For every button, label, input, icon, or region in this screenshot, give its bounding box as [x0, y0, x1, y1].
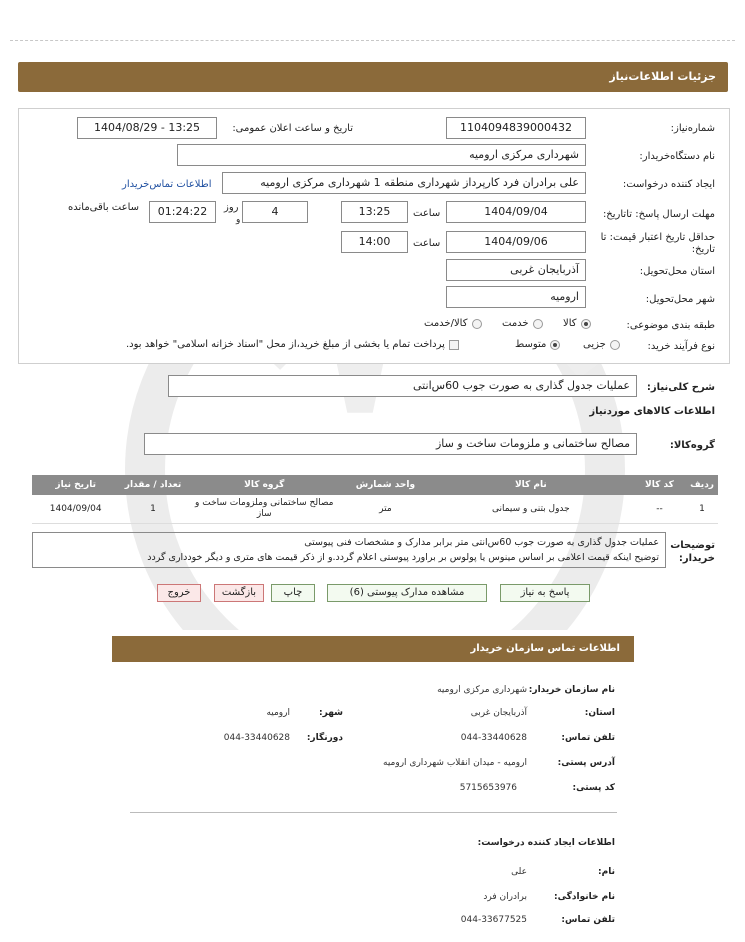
goods-group-field: مصالح ساختمانی و ملزومات ساخت و ساز [144, 433, 637, 455]
announce-label: تاریخ و ساعت اعلان عمومی: [232, 123, 353, 134]
notes-label-1: توضیحات [670, 540, 715, 551]
category-option-service[interactable]: خدمت [502, 318, 543, 329]
col-unit: واحد شمارش [342, 475, 429, 495]
contact-org-value: شهرداری مرکزی ارومیه [437, 685, 527, 695]
remaining-time-field: 01:24:22 [149, 201, 216, 223]
deadline-time-label: ساعت [413, 208, 441, 219]
attachments-button[interactable]: مشاهده مدارک پیوستی (6) [327, 584, 487, 602]
contact-phone-label: تلفن تماس: [561, 733, 615, 743]
col-qty: تعداد / مقدار [119, 475, 186, 495]
city-field: ارومیه [446, 286, 586, 308]
col-code: کد کالا [633, 475, 686, 495]
top-divider [10, 40, 735, 41]
creator-label: ایجاد کننده درخواست: [622, 179, 715, 190]
contact-title: اطلاعات تماس سازمان خریدار [470, 643, 620, 654]
category-option-goods[interactable]: کالا [563, 318, 591, 329]
print-button[interactable]: چاپ [271, 584, 315, 602]
col-row: ردیف [686, 475, 718, 495]
creator-phone-value: 044-33677525 [460, 915, 527, 925]
city-label: شهر محل‌تحویل: [645, 294, 715, 305]
need-number-label: شماره‌نیاز: [670, 123, 715, 134]
buyer-org-label: نام دستگاه‌خریدار: [639, 151, 715, 162]
deadline-label: مهلت ارسال پاسخ: تاتاریخ: [602, 209, 715, 220]
summary-label: شرح کلی‌نیاز: [646, 382, 715, 393]
deadline-days-label: روز [224, 202, 239, 213]
creator-info-title: اطلاعات ایجاد کننده درخواست: [477, 838, 615, 848]
cell-group: مصالح ساختمانی وملزومات ساخت و ساز [187, 495, 342, 524]
notes-box [32, 532, 666, 568]
validity-time-field: 14:00 [341, 231, 408, 253]
treasury-option[interactable]: پرداخت تمام یا بخشی از مبلغ خرید،از محل "اسناد خزانه اسلامی" خواهد بود. [126, 339, 459, 350]
province-field: آذربایجان غربی [446, 259, 586, 281]
creator-field: علی برادران فرد کارپرداز شهرداری منطقه 1 شهرداری مرکزی ارومیه [222, 172, 586, 194]
process-option-medium[interactable]: متوسط [515, 339, 560, 350]
col-group: گروه کالا [187, 475, 342, 495]
deadline-date-field: 1404/09/04 [446, 201, 586, 223]
notes-line-1: عملیات جدول گذاری به صورت جوب 60س‌انتی متر برابر مدارک و مشخصات فنی پیوستی [304, 537, 659, 548]
creator-name-value: علی [511, 867, 527, 877]
cell-code: -- [633, 495, 686, 524]
validity-date-field: 1404/09/06 [446, 231, 586, 253]
checkbox-icon[interactable] [449, 340, 459, 350]
radio-selected-icon[interactable] [550, 340, 560, 350]
category-label: طبقه بندی موضوعی: [626, 320, 715, 331]
deadline-days-field: 4 [242, 201, 308, 223]
validity-time-label: ساعت [413, 238, 441, 249]
creator-family-label: نام خانوادگی: [553, 892, 615, 902]
radio-selected-icon[interactable] [581, 319, 591, 329]
contact-province-value: آذربایجان غربی [470, 708, 527, 718]
contact-phone-value: 044-33440628 [460, 733, 527, 743]
deadline-and-label: و [236, 215, 241, 225]
exit-button[interactable]: خروج [157, 584, 201, 602]
buyer-contact-link[interactable]: اطلاعات تماس‌خریدار [122, 179, 212, 190]
contact-postal-label: کد پستی: [572, 783, 615, 793]
contact-province-label: استان: [584, 708, 615, 718]
validity-label-1: حداقل تاریخ اعتبار قیمت: تا [600, 232, 715, 243]
contact-city-value: ارومیه [266, 708, 290, 718]
cell-row: 1 [686, 495, 718, 524]
need-number-field: 1104094839000432 [446, 117, 586, 139]
creator-phone-label: تلفن تماس: [561, 915, 615, 925]
summary-field: عملیات جدول گذاری به صورت جوب 60س‌انتی [168, 375, 637, 397]
col-date: تاریخ نیاز [32, 475, 119, 495]
deadline-time-field: 13:25 [341, 201, 408, 223]
contact-city-label: شهر: [319, 708, 343, 718]
cell-date: 1404/09/04 [32, 495, 119, 524]
goods-info-title: اطلاعات کالاهای موردنیاز [589, 406, 715, 417]
notes-label-2: خریدار: [678, 553, 715, 564]
cell-name: جدول بتنی و سیمانی [429, 495, 633, 524]
col-name: نام کالا [429, 475, 633, 495]
announce-field: 1404/08/29 - 13:25 [77, 117, 217, 139]
contact-address-value: ارومیه - میدان انقلاب شهرداری ارومیه [383, 758, 527, 768]
creator-name-label: نام: [598, 867, 615, 877]
process-label: نوع فرآیند خرید: [647, 341, 715, 352]
buyer-org-field: شهرداری مرکزی ارومیه [177, 144, 586, 166]
process-option-minor[interactable]: جزیی [583, 339, 620, 350]
radio-icon[interactable] [610, 340, 620, 350]
contact-header [112, 636, 634, 662]
radio-icon[interactable] [533, 319, 543, 329]
remaining-time-label: ساعت باقی‌مانده [68, 202, 140, 213]
goods-table-header [32, 475, 718, 495]
radio-icon[interactable] [472, 319, 482, 329]
validity-label-2: تاریخ: [691, 244, 715, 255]
page-title: جزئیات اطلاعات‌نیاز [609, 70, 716, 83]
goods-table [32, 475, 718, 524]
table-row [32, 495, 718, 524]
cell-unit: متر [342, 495, 429, 524]
contact-postal-value: 5715653976 [459, 783, 517, 793]
back-button[interactable]: بازگشت [214, 584, 264, 602]
contact-org-label: نام سازمان خریدار: [528, 685, 615, 695]
province-label: استان محل‌تحویل: [639, 266, 715, 277]
contact-divider [130, 812, 617, 813]
notes-line-2: توضیح اینکه قیمت اعلامی بر اساس مینوس یا پولوس بر براورد پیوستی اعلام گردد.و از ذکر قیمت های متری و دیگر خودداری گردد [147, 552, 659, 563]
creator-family-value: برادران فرد [483, 892, 527, 902]
category-option-goods-service[interactable]: کالا/خدمت [424, 318, 482, 329]
contact-fax-value: 044-33440628 [223, 733, 290, 743]
cell-qty: 1 [119, 495, 186, 524]
contact-fax-label: دورنگار: [306, 733, 343, 743]
page-header [18, 62, 728, 92]
reply-button[interactable]: پاسخ به نیاز [500, 584, 590, 602]
contact-address-label: آدرس پستی: [557, 758, 615, 768]
goods-group-label: گروه‌کالا: [669, 440, 715, 451]
